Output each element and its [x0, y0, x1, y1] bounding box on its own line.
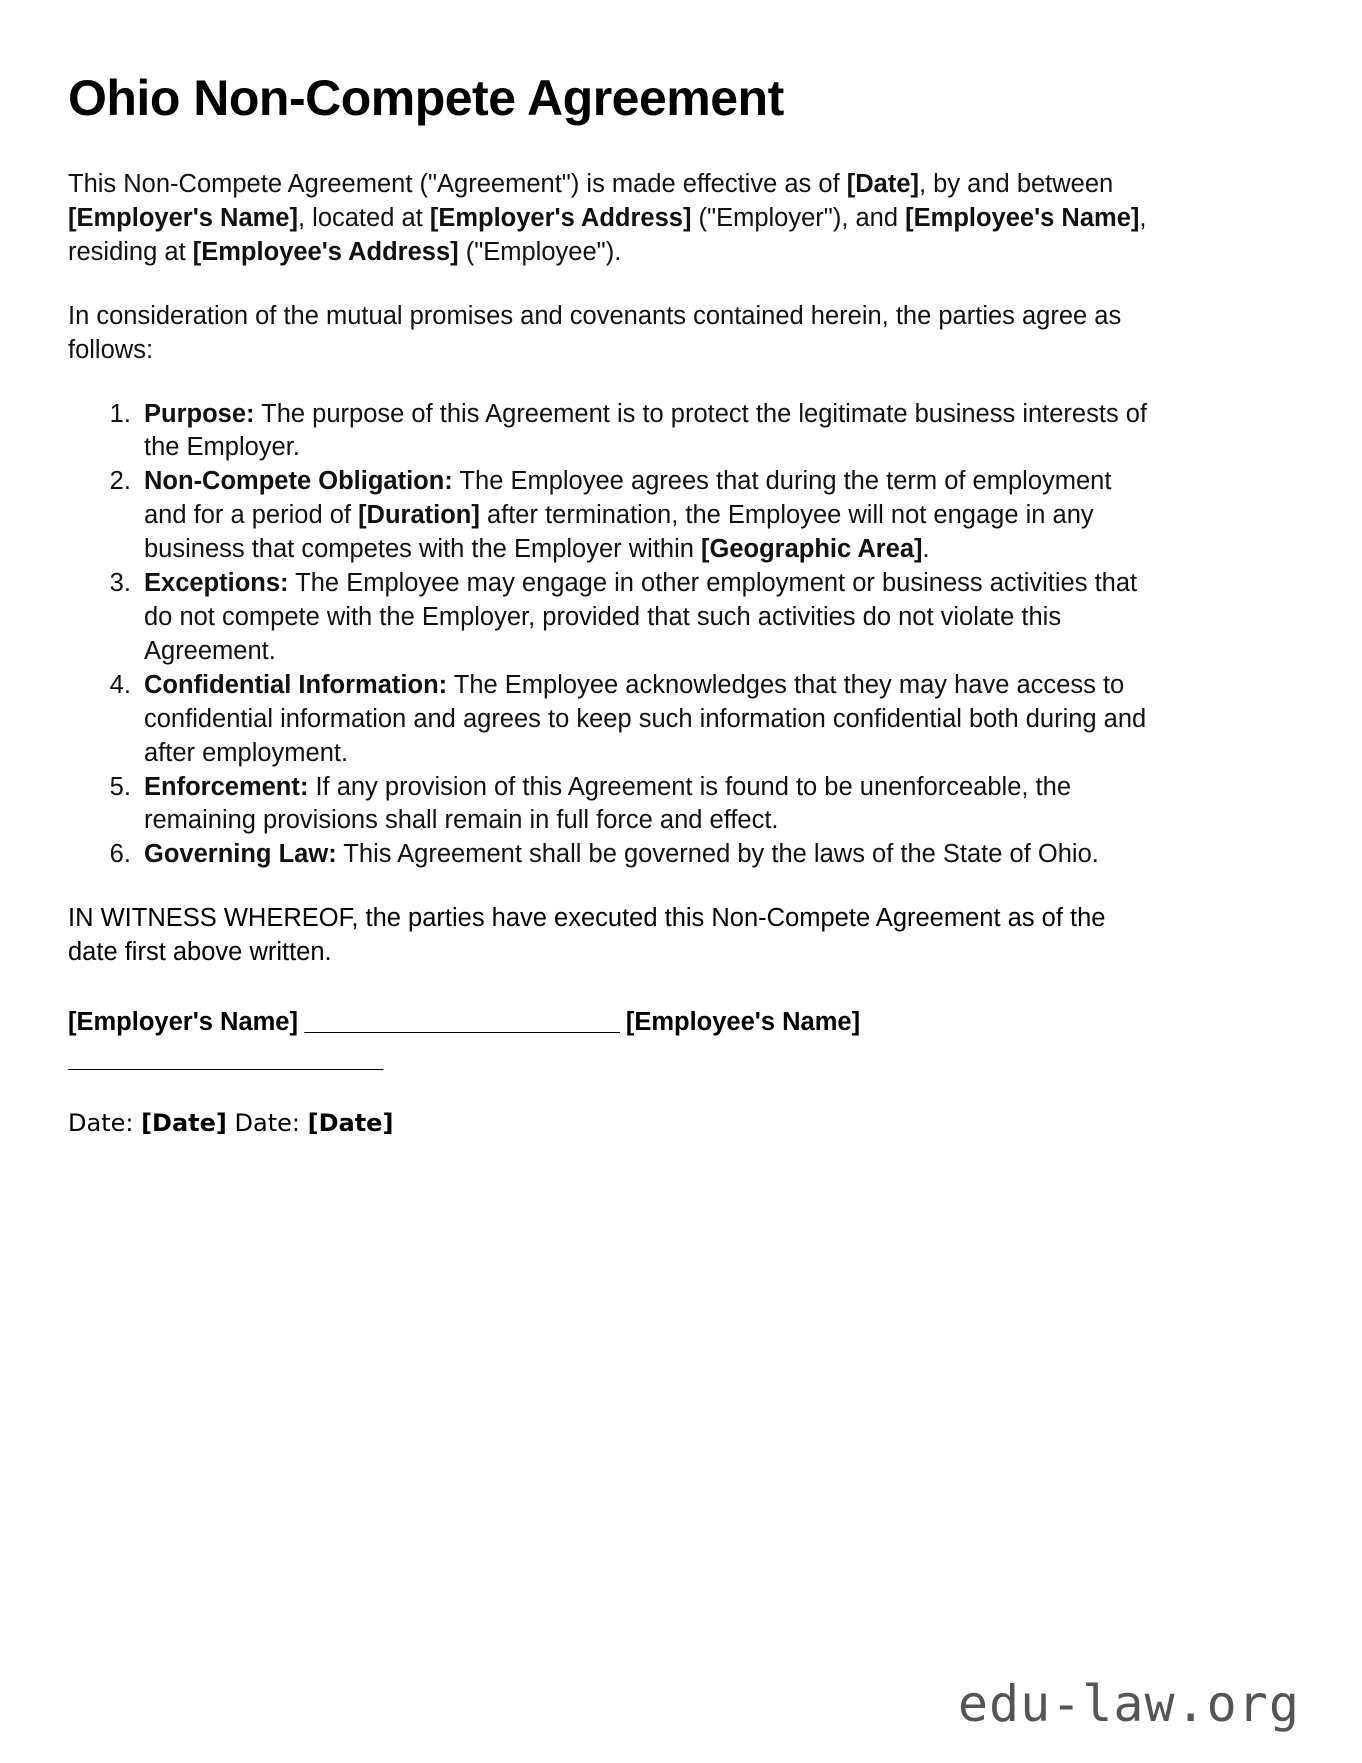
signature-rule-employer: _______________________: [297, 1008, 626, 1037]
witness-paragraph: IN WITNESS WHEREOF, the parties have executed this Non-Compete Agreement as of the date first above written.: [68, 904, 1106, 967]
page-title: Ohio Non-Compete Agreement: [68, 70, 784, 126]
intro-text-segment-2: , by and between: [919, 170, 1114, 198]
signature-employee-name-placeholder: [Employee's Name]: [625, 1008, 861, 1037]
date-placeholder-2: [Date]: [307, 1108, 394, 1137]
duration-placeholder: [Duration]: [358, 501, 480, 530]
site-watermark: edu-law.org: [957, 1675, 1300, 1733]
intro-text-segment-3: , located at: [297, 203, 430, 232]
term-heading: Exceptions:: [144, 569, 289, 598]
consideration-paragraph: In consideration of the mutual promises and covenants contained herein, the parties agree as follows:: [68, 301, 1122, 364]
list-item: [138, 771, 1154, 839]
document-content: [68, 70, 1154, 1140]
list-item: [138, 669, 1154, 771]
term-body: The Employee acknowledges that they may have access to confidential information and agrees to keep such information confidential both during and after employment.: [144, 670, 1147, 767]
term-body: The purpose of this Agreement is to protect the legitimate business interests of the Employer.: [144, 399, 1148, 462]
term-body-part-3: .: [922, 535, 930, 564]
term-body: The Employee may engage in other employment or business activities that do not compete with the Employer, provided that such activities do not violate this Agreement.: [144, 569, 1138, 665]
term-heading: Non-Compete Obligation:: [144, 467, 453, 496]
term-body: If any provision of this Agreement is found to be unenforceable, the remaining provisions shall remain in full force and effect.: [144, 772, 1072, 835]
term-heading: Enforcement:: [144, 772, 309, 801]
intro-text-segment-4: ("Employer"), and: [691, 203, 906, 232]
intro-text-segment-1: This Non-Compete Agreement ("Agreement") is made effective as of: [68, 170, 847, 198]
term-body-part-1: The Employee agrees that during the term of employment and for a period of: [144, 467, 1112, 530]
geographic-area-placeholder: [Geographic Area]: [701, 535, 923, 564]
date-label-1: Date:: [68, 1108, 142, 1137]
term-heading: Purpose:: [144, 399, 255, 428]
intro-text-segment-6: ("Employee").: [458, 237, 622, 266]
signature-rule-employee: _______________________: [68, 1045, 383, 1073]
term-body: This Agreement shall be governed by the laws of the State of Ohio.: [336, 840, 1099, 869]
term-heading: Confidential Information:: [144, 670, 448, 699]
list-item: [138, 398, 1154, 466]
intro-text-segment-5: , residing at: [68, 203, 1147, 266]
term-body-part-2: after termination, the Employee will not engage in any business that competes with the Employer within: [144, 501, 1094, 564]
employer-address-placeholder: [Employer's Address]: [429, 203, 692, 232]
intro-paragraph: [68, 168, 1154, 270]
employer-name-placeholder: [Employer's Name]: [68, 203, 298, 232]
employee-name-placeholder: [Employee's Name]: [905, 203, 1140, 232]
list-item: [138, 838, 1154, 872]
terms-list: [68, 398, 1154, 873]
signature-employer-name-placeholder: [Employer's Name]: [68, 1008, 298, 1037]
employee-address-placeholder: [Employee's Address]: [192, 237, 459, 266]
date-placeholder-1: [Date]: [141, 1108, 227, 1137]
list-item: [138, 465, 1154, 567]
date-placeholder: [Date]: [846, 170, 919, 198]
date-block: [68, 1108, 1154, 1140]
signature-block: [68, 1004, 1154, 1078]
date-label-2: Date:: [226, 1108, 308, 1137]
list-item: [138, 567, 1154, 669]
term-heading: Governing Law:: [144, 840, 337, 869]
